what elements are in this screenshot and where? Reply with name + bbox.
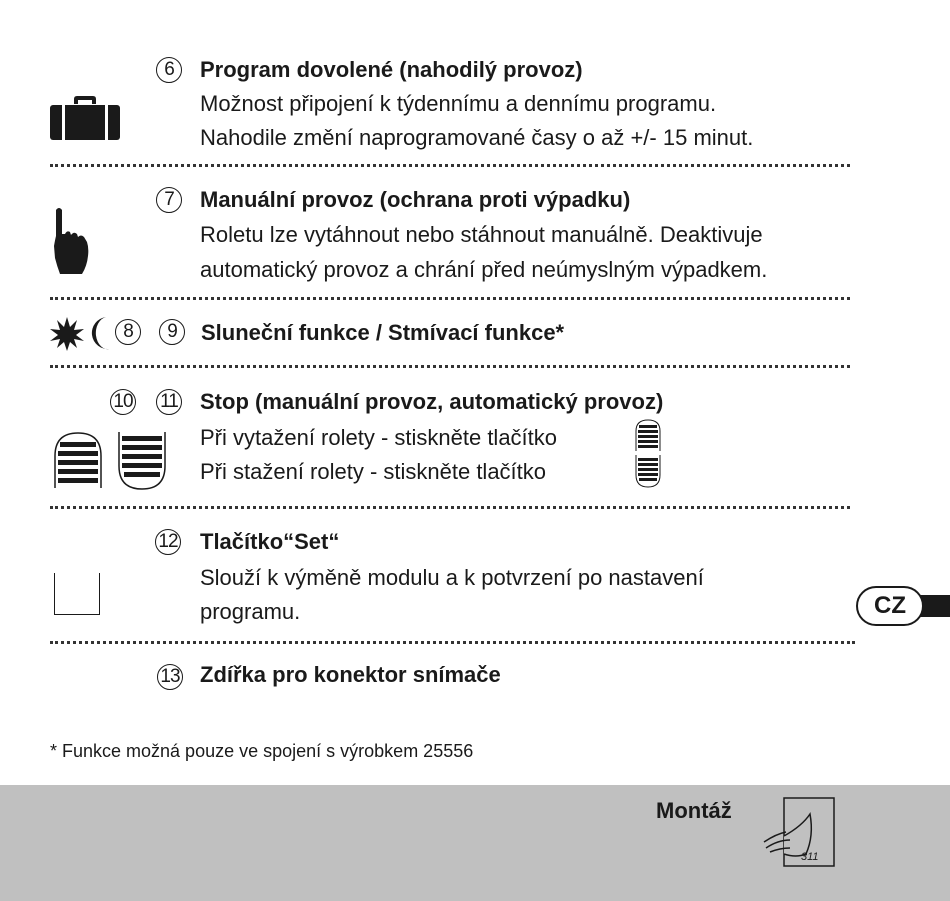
section-line: Roletu lze vytáhnout nebo stáhnout manuálně. Deaktivuje [200, 222, 763, 247]
item-number-11: 11 [156, 389, 182, 415]
language-tab-bar [920, 595, 950, 617]
section-line: automatický provoz a chrání před neúmyslným výpadkem. [200, 257, 768, 282]
section-line: Možnost připojení k týdennímu a dennímu programu. [200, 91, 717, 116]
section-line: Nahodile změní naprogramované časy o až +/- 15 minut. [200, 125, 754, 150]
section-title-sun-dimming: Sluneční funkce / Stmívací funkce* [201, 320, 565, 345]
dotted-divider [50, 365, 850, 368]
section-title-sensor-socket: Zdířka pro konektor snímače [200, 662, 501, 687]
dotted-divider [50, 297, 850, 300]
section-line: Slouží k výměně modulu a k potvrzení po nastavení [200, 565, 704, 590]
footer-label: Montáž [656, 798, 732, 823]
section-line: Při vytažení rolety - stiskněte tlačítko [200, 425, 558, 450]
item-number-6: 6 [156, 57, 182, 83]
section-line: Při stažení rolety - stiskněte tlačítko [200, 459, 547, 484]
section-title-vacation: Program dovolené (nahodilý provoz) [200, 57, 583, 82]
dotted-divider [50, 506, 850, 509]
set-button-icon [54, 573, 100, 615]
page-number: 311 [801, 851, 819, 863]
suitcase-icon [50, 96, 120, 140]
section-title-stop: Stop (manuální provoz, automatický provoz) [200, 389, 664, 414]
footnote: * Funkce možná pouze ve spojení s výrobkem 25556 [50, 741, 474, 761]
item-number-7: 7 [156, 187, 182, 213]
shutter-up-small-icon [635, 419, 661, 451]
item-number-8: 8 [115, 319, 141, 345]
moon-icon [86, 316, 114, 350]
hand-pointer-icon [50, 206, 90, 274]
sun-icon [50, 317, 84, 351]
shutter-down-small-icon [635, 455, 661, 488]
dotted-divider [50, 164, 850, 167]
item-number-12: 12 [155, 529, 181, 555]
item-number-13: 13 [157, 664, 183, 690]
section-line: programu. [200, 599, 301, 624]
dotted-divider [50, 641, 855, 644]
page-turn-icon [762, 796, 836, 868]
shutter-up-button-icon [54, 432, 102, 488]
item-number-10: 10 [110, 389, 136, 415]
shutter-down-button-icon [118, 432, 166, 490]
section-title-set: Tlačítko“Set“ [200, 529, 340, 554]
language-badge: CZ [856, 586, 924, 626]
section-title-manual: Manuální provoz (ochrana proti výpadku) [200, 187, 631, 212]
item-number-9: 9 [159, 319, 185, 345]
